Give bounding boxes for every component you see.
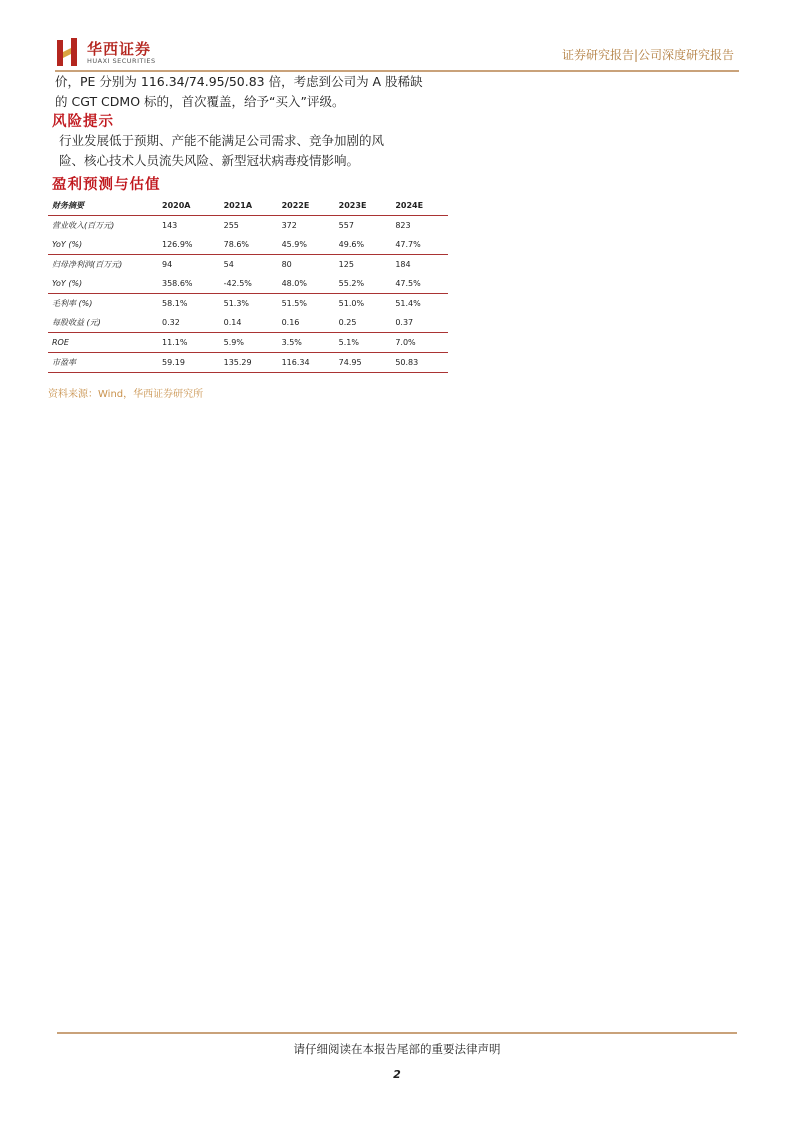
- table-row: [48, 333, 448, 353]
- row-label: ROE: [48, 333, 158, 353]
- table-cell: 372: [281, 221, 297, 230]
- table-header-cell: 2022E: [278, 196, 335, 216]
- table-cell: 126.9%: [162, 240, 193, 249]
- row-label: YoY (%): [52, 240, 83, 249]
- table-cell: 11.1%: [158, 333, 220, 353]
- valuation-line-2: 的 CGT CDMO 标的，首次覆盖，给予“买入”评级。: [55, 94, 345, 109]
- table-cell: 135.29: [220, 353, 278, 373]
- row-label: 营业收入(百万元): [52, 221, 115, 230]
- data-source-note: 资料来源：Wind，华西证券研究所: [48, 389, 204, 400]
- table-row: [48, 353, 448, 373]
- table-cell: 255: [223, 221, 239, 230]
- table-cell: 51.3%: [220, 294, 278, 314]
- table-row: [48, 294, 448, 314]
- report-type-label: 证券研究报告|公司深度研究报告: [561, 48, 734, 62]
- table-cell: 94: [158, 255, 220, 275]
- table-cell: -42.5%: [223, 279, 252, 288]
- table-cell: 49.6%: [338, 240, 365, 249]
- table-cell: 51.5%: [278, 294, 335, 314]
- row-label: 毛利率 (%): [48, 294, 158, 314]
- footer-divider: [57, 1032, 737, 1034]
- table-header-cell: 财务摘要: [48, 196, 158, 216]
- table-cell: 47.5%: [395, 279, 421, 288]
- table-header-cell: 2021A: [220, 196, 278, 216]
- table-cell: 7.0%: [391, 333, 448, 353]
- row-label: YoY (%): [52, 279, 83, 288]
- table-cell: 358.6%: [162, 279, 193, 288]
- logo-name-cn: 华西证券: [87, 40, 152, 58]
- table-row: [48, 216, 448, 236]
- table-cell: 0.25: [338, 318, 357, 327]
- company-logo: [55, 36, 215, 72]
- table-header-row: [48, 196, 448, 216]
- table-cell: 48.0%: [281, 279, 307, 288]
- table-cell: 59.19: [158, 353, 220, 373]
- risk-paragraph: [55, 131, 459, 171]
- table-cell: 823: [395, 221, 411, 230]
- valuation-line-1: 价，PE 分别为 116.34/74.95/50.83 倍，考虑到公司为 A 股稀缺: [55, 74, 423, 89]
- table-cell: 5.1%: [335, 333, 392, 353]
- table-cell: 0.14: [223, 318, 242, 327]
- risk-line-2: 险、核心技术人员流失风险、新型冠状病毒疫情影响。: [59, 153, 360, 168]
- forecast-section-title: 盈利预测与估值: [52, 177, 161, 193]
- table-cell: 50.83: [391, 353, 448, 373]
- risk-section-title: 风险提示: [52, 114, 114, 130]
- row-label: 每股收益 (元): [52, 318, 101, 327]
- table-cell: 47.7%: [395, 240, 421, 249]
- table-cell: 0.37: [395, 318, 414, 327]
- table-cell: 58.1%: [158, 294, 220, 314]
- table-cell: 80: [278, 255, 335, 275]
- risk-line-1: 行业发展低于预期、产能不能满足公司需求、竞争加剧的风: [59, 133, 385, 148]
- page-number: 2: [393, 1068, 401, 1081]
- logo-name-en: HUAXI SECURITIES: [87, 57, 156, 65]
- table-cell: 0.16: [281, 318, 300, 327]
- table-cell: 51.4%: [391, 294, 448, 314]
- table-row: [48, 235, 448, 255]
- table-cell: 116.34: [278, 353, 335, 373]
- huaxi-logo-icon: [55, 36, 81, 68]
- table-cell: 55.2%: [338, 279, 365, 288]
- table-cell: 557: [338, 221, 354, 230]
- table-cell: 3.5%: [278, 333, 335, 353]
- financial-summary-table: [48, 196, 448, 373]
- table-cell: 184: [391, 255, 448, 275]
- table-cell: 5.9%: [220, 333, 278, 353]
- table-cell: 45.9%: [281, 240, 307, 249]
- table-row: [48, 274, 448, 294]
- legal-notice: 请仔细阅读在本报告尾部的重要法律声明: [293, 1042, 501, 1056]
- valuation-paragraph: [55, 72, 455, 112]
- table-row: [48, 255, 448, 275]
- table-cell: 51.0%: [335, 294, 392, 314]
- table-header-cell: 2020A: [158, 196, 220, 216]
- table-row: [48, 313, 448, 333]
- table-cell: 125: [335, 255, 392, 275]
- table-header-cell: 2024E: [391, 196, 448, 216]
- row-label: 市盈率: [48, 353, 158, 373]
- row-label: 归母净利润(百万元): [48, 255, 158, 275]
- table-header-cell: 2023E: [335, 196, 392, 216]
- table-cell: 0.32: [162, 318, 180, 327]
- table-cell: 74.95: [335, 353, 392, 373]
- table-cell: 143: [162, 221, 178, 230]
- table-cell: 78.6%: [223, 240, 250, 249]
- table-cell: 54: [220, 255, 278, 275]
